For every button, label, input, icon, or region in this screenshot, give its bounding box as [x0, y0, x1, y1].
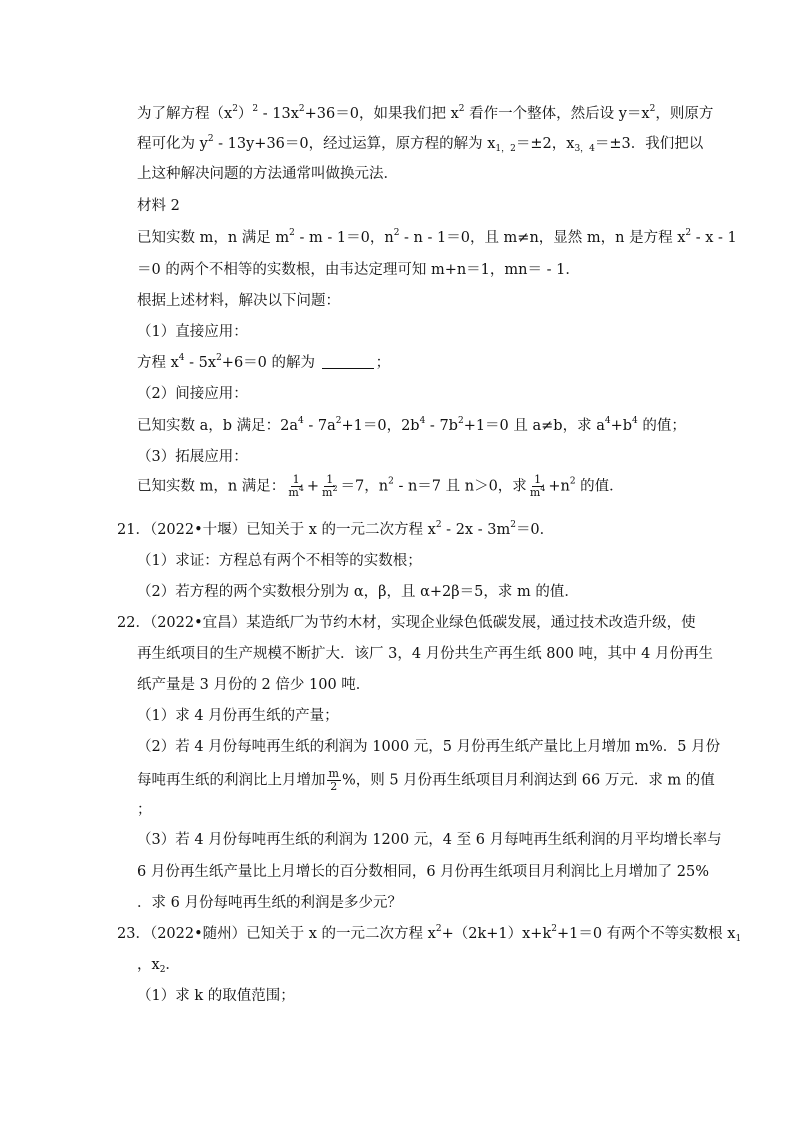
part-3-question: 已知实数 m，n 满足： $\frac{1}{m^4}$ + $\frac{1}{m^2}$ ＝7，$n^2 - n=7$ 且 n＞0，求 $\frac{1}{m^4}$ $+n^2$ 的值．: [137, 473, 624, 499]
problem-22-part-2-line-1: （2）若 4 月份每吨再生纸的利润为 1000 元，5 月份再生纸产量比上月增加 m%．5 月份: [137, 739, 721, 755]
problem-22-part-2-line-3: ；: [137, 802, 152, 818]
part-2-heading: （2）间接应用：: [137, 386, 248, 402]
fraction-1-over-m4-2: $\frac{1}{m^4}$: [529, 473, 546, 499]
instruction: 根据上述材料，解决以下问题：: [137, 293, 340, 309]
part-1-question: 方程 $x^4 - 5x^2+6=0$ 的解为 ；: [137, 353, 391, 371]
problem-22-stem-2: 再生纸项目的生产规模不断扩大．该厂 3，4 月份共生产再生纸 800 吨，其中 4 月份再生: [137, 646, 714, 662]
fraction-m-over-2: $\frac{m}{2}$: [328, 767, 339, 793]
material-2-heading: 材料 2: [137, 198, 180, 214]
problem-21-part-1: （1）求证：方程总有两个不相等的实数根；: [137, 553, 422, 569]
problem-23-stem-2: ，$x_2$．: [137, 957, 180, 975]
part-2-question: 已知实数 a，b 满足：$2a^4 - 7a^2+1=0$，$2b^4 - 7b^2+1=0$ 且 a≠b，求 $a^4+b^4$ 的值；: [137, 416, 686, 434]
part-3-heading: （3）拓展应用：: [137, 449, 248, 465]
problem-23-part-1: （1）求 k 的取值范围；: [137, 988, 295, 1004]
fraction-1-over-m2: $\frac{1}{m^2}$: [322, 473, 338, 499]
problem-22-stem-1: 22．（2022•宜昌）某造纸厂为节约木材，实现企业绿色低碳发展，通过技术改造升级，使: [117, 615, 696, 631]
material-1-line-3: 上这种解决问题的方法通常叫做换元法．: [137, 166, 398, 182]
problem-22-stem-3: 纸产量是 3 月份的 2 倍少 100 吨．: [137, 677, 371, 693]
problem-22-part-3-line-1: （3）若 4 月份每吨再生纸的利润为 1200 元，4 至 6 月每吨再生纸利润的月平均增长率与: [137, 832, 722, 848]
problem-22-part-1: （1）求 4 月份再生纸的产量；: [137, 708, 339, 724]
material-1-line-2: 程可化为 $y^2 - 13y+36=0$，经过运算，原方程的解为 $x_{1,2}=\pm 2$，$x_{3,4}=\pm 3$．我们把以: [137, 134, 704, 154]
problem-21-stem: 21．（2022•十堰）已知关于 x 的一元二次方程 $x^2 - 2x - 3m^2=0$．: [117, 520, 555, 538]
problem-23-stem-1: 23．（2022•随州）已知关于 x 的一元二次方程 $x^2+(2k+1)x+k^2+1=0$ 有两个不等实数根 $x_1$: [117, 924, 742, 944]
answer-blank[interactable]: [322, 354, 374, 369]
material-2-line-2: ＝0 的两个不相等的实数根，由韦达定理可知 m+n＝1，mn＝ - 1．: [137, 262, 580, 278]
problem-21-part-2: （2）若方程的两个实数根分别为 α，β，且 α+2β＝5，求 m 的值．: [137, 584, 579, 600]
problem-22-part-3-line-2: 6 月份再生纸产量比上月增长的百分数相同，6 月份再生纸项目月利润比上月增加了 25%: [137, 864, 710, 880]
material-2-line-1: 已知实数 m，n 满足 $m^2 - m - 1=0$，$n^2 - n - 1=0$，且 m≠n，显然 m，n 是方程 $x^2$ - x - 1: [137, 228, 737, 246]
part-1-heading: （1）直接应用：: [137, 324, 248, 340]
problem-22-part-2-line-2: 每吨再生纸的利润比上月增加 $\frac{m}{2}$ %，则 5 月份再生纸项目月利润达到 66 万元．求 m 的值: [137, 767, 715, 793]
problem-22-part-3-line-3: ．求 6 月份每吨再生纸的利润是多少元？: [137, 895, 402, 911]
fraction-1-over-m4: $\frac{1}{m^4}$: [288, 473, 304, 499]
material-1-line-1: 为了解方程$(x^2)^2 - 13x^2+36=0$，如果我们把 $x^2$ 看作一个整体，然后设 $y=x^2$，则原方: [137, 104, 714, 122]
